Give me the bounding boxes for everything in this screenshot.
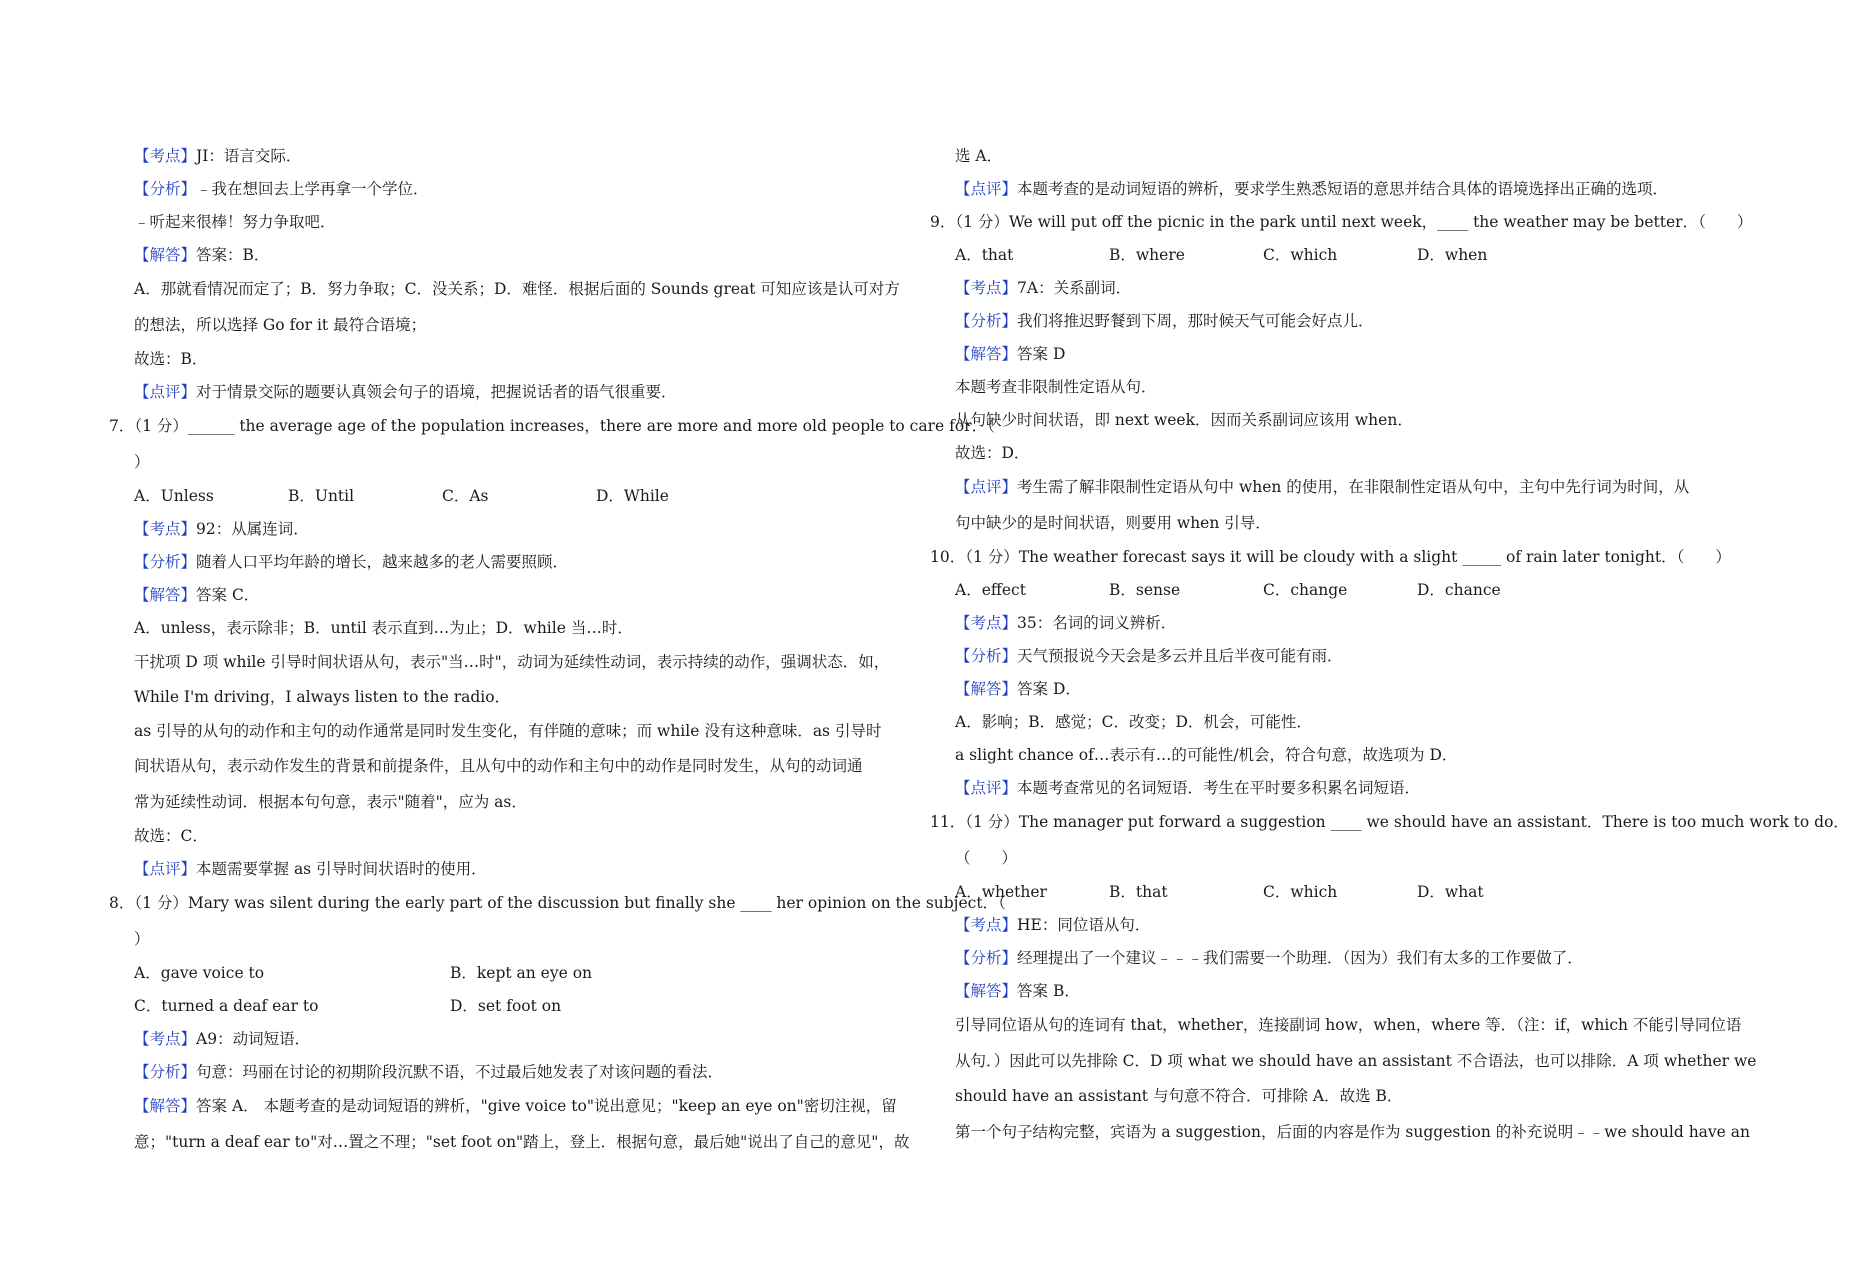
right-column: [930, 140, 1849, 1150]
q7-option-b: B．Until: [288, 487, 355, 505]
q7-option-d: D．While: [596, 487, 669, 505]
q6-kaodian: 【考点】JI：语言交际．: [134, 147, 302, 165]
q7-jieda: 【解答】答案 C．: [134, 586, 260, 604]
q9-option-d: D．when: [1417, 246, 1488, 264]
q10-jieda: 【解答】答案 D．: [955, 680, 1081, 698]
kaodian-tag: 【考点】: [955, 279, 1018, 297]
q10-options: [930, 574, 1717, 607]
q8-options-row-1: [109, 957, 904, 990]
q11-kaodian: 【考点】HE：同位语从句．: [955, 916, 1151, 934]
q6-fenxi: 【分析】﹣我在想回去上学再拿一个学位．: [134, 180, 429, 198]
q9-explain-2: 从句缺少时间状语，即 next week．因而关系副词应该用 when．: [955, 411, 1413, 429]
q7-stem: 7．（1 分）______ the average age of the population increases，there are more and more old people to care for．（: [109, 417, 995, 435]
dianping-tag: 【点评】: [955, 180, 1018, 198]
jieda-tag: 【解答】: [955, 680, 1018, 698]
q11-options: [930, 876, 1717, 909]
q11-stem: 11．（1 分）The manager put forward a suggestion ____ we should have an assistant．There is too much work to do．: [930, 813, 1849, 831]
q11-explain-1: 引导同位语从句的连词有 that，whether，连接副词 how，when，where 等．（注：if，which 不能引导同位语: [955, 1016, 1742, 1034]
q11-explain-3: should have an assistant 与句意不符合．可排除 A．故选 B．: [955, 1087, 1403, 1105]
q8-option-a: A．gave voice to: [134, 964, 265, 982]
q7-stem-close: ）: [134, 452, 150, 471]
q7-explain-2: 干扰项 D 项 while 引导时间状语从句，表示"当…时"，动词为延续性动词，表示持续的动作，强调状态．如，: [134, 653, 890, 671]
jieda-tag: 【解答】: [134, 246, 197, 264]
dianping-tag: 【点评】: [134, 860, 197, 878]
q7-options: [109, 480, 904, 513]
fenxi-tag: 【分析】: [134, 180, 197, 198]
q11-option-c: C．which: [1263, 883, 1338, 901]
q7-option-a: A．Unless: [134, 487, 214, 505]
q6-guxuan: 故选：B．: [134, 350, 208, 368]
q9-explain-1: 本题考查非限制性定语从句．: [955, 378, 1157, 396]
q11-jieda: 【解答】答案 B．: [955, 982, 1080, 1000]
q8-options-row-2: [109, 990, 904, 1023]
q9-jieda: 【解答】答案 D: [955, 345, 1066, 363]
kaodian-tag: 【考点】: [134, 520, 197, 538]
q9-stem: 9．（1 分）We will put off the picnic in the park until next week，____ the weather may be better．（ ）: [930, 213, 1753, 231]
kaodian-tag: 【考点】: [134, 1030, 197, 1048]
q8-option-b: B．kept an eye on: [450, 964, 593, 982]
q8-stem-close: ）: [134, 929, 150, 948]
q11-option-d: D．what: [1417, 883, 1484, 901]
q10-stem: 10．（1 分）The weather forecast says it will be cloudy with a slight _____ of rain later tonight．（ ）: [930, 548, 1731, 566]
q8-jieda-2: 意；"turn a deaf ear to"对…置之不理；"set foot on"踏上，登上．根据句意，最后她"说出了自己的意见"，故: [134, 1132, 910, 1151]
kaodian-tag: 【考点】: [134, 147, 197, 165]
q6-explain-1: A．那就看情况而定了；B．努力争取；C．没关系；D．难怪．根据后面的 Sounds great 可知应该是认可对方: [134, 280, 900, 298]
q10-option-b: B．sense: [1109, 581, 1181, 599]
q11-stem-close: （ ）: [955, 848, 1018, 867]
jieda-tag: 【解答】: [134, 586, 197, 604]
kaodian-tag: 【考点】: [955, 614, 1018, 632]
q9-option-c: C．which: [1263, 246, 1338, 264]
q7-kaodian: 【考点】92：从属连词．: [134, 520, 309, 538]
q10-option-c: C．change: [1263, 581, 1348, 599]
jieda-tag: 【解答】: [955, 345, 1018, 363]
q8-option-c: C．turned a deaf ear to: [134, 997, 319, 1015]
q9-dianping-2: 句中缺少的是时间状语，则要用 when 引导．: [955, 513, 1271, 532]
fenxi-tag: 【分析】: [134, 553, 197, 571]
q8-kaodian: 【考点】A9：动词短语．: [134, 1030, 311, 1048]
q10-option-a: A．effect: [955, 581, 1026, 599]
q7-dianping: 【点评】本题需要掌握 as 引导时间状语时的使用．: [134, 860, 487, 878]
q10-explain-1: A．影响；B．感觉；C．改变；D．机会，可能性．: [955, 713, 1312, 731]
q11-option-b: B．that: [1109, 883, 1168, 901]
q7-explain-3: While I'm driving，I always listen to the radio．: [134, 687, 511, 706]
fenxi-tag: 【分析】: [134, 1063, 197, 1081]
q8-xuan: 选 A．: [955, 147, 1003, 165]
q8-option-d: D．set foot on: [450, 997, 562, 1015]
q6-explain-2: 的想法，所以选择 Go for it 最符合语境；: [134, 315, 427, 334]
q9-guxuan: 故选：D．: [955, 444, 1030, 462]
q11-explain-2: 从句．）因此可以先排除 C．D 项 what we should have an assistant 不合语法，也可以排除．A 项 whether we: [955, 1051, 1757, 1070]
q7-fenxi: 【分析】随着人口平均年龄的增长，越来越多的老人需要照顾．: [134, 553, 569, 571]
q10-kaodian: 【考点】35：名词的词义辨析．: [955, 614, 1177, 632]
q9-dianping: 【点评】考生需了解非限制性定语从句中 when 的使用，在非限制性定语从句中，主句中先行词为时间，从: [955, 478, 1690, 496]
q8-dianping: 【点评】本题考查的是动词短语的辨析，要求学生熟悉短语的意思并结合具体的语境选择出正确的选项．: [955, 180, 1669, 198]
q6-fenxi-2: ﹣听起来很棒！努力争取吧．: [134, 213, 336, 231]
q10-dianping: 【点评】本题考查常见的名词短语．考生在平时要多积累名词短语．: [955, 779, 1421, 797]
q8-jieda: 【解答】答案 A． 本题考查的是动词短语的辨析，"give voice to"说出意见；"keep an eye on"密切注视，留: [134, 1097, 897, 1115]
q7-explain-1: A．unless，表示除非；B．until 表示直到…为止；D．while 当…时．: [134, 619, 633, 637]
q8-fenxi: 【分析】句意：玛丽在讨论的初期阶段沉默不语，不过最后她发表了对该问题的看法．: [134, 1063, 724, 1081]
jieda-tag: 【解答】: [134, 1097, 197, 1115]
q7-explain-4: as 引导的从句的动作和主句的动作通常是同时发生变化，有伴随的意味；而 while 没有这种意味．as 引导时: [134, 721, 882, 740]
kaodian-tag: 【考点】: [955, 916, 1018, 934]
q9-option-b: B．where: [1109, 246, 1185, 264]
dianping-tag: 【点评】: [955, 478, 1018, 496]
fenxi-tag: 【分析】: [955, 647, 1018, 665]
q7-option-c: C．As: [442, 487, 489, 505]
fenxi-tag: 【分析】: [955, 312, 1018, 330]
q7-explain-6: 常为延续性动词．根据本句句意，表示"随着"，应为 as．: [134, 792, 527, 811]
q10-fenxi: 【分析】天气预报说今天会是多云并且后半夜可能有雨．: [955, 647, 1343, 665]
q8-stem: 8．（1 分）Mary was silent during the early part of the discussion but finally she ____ her opinion on the subject．（: [109, 894, 1006, 912]
q10-option-d: D．chance: [1417, 581, 1501, 599]
q6-jieda: 【解答】答案：B．: [134, 246, 270, 264]
q9-option-a: A．that: [955, 246, 1014, 264]
q11-option-a: A．whether: [955, 883, 1047, 901]
dianping-tag: 【点评】: [955, 779, 1018, 797]
q9-options: [930, 239, 1717, 272]
q9-fenxi: 【分析】我们将推迟野餐到下周，那时候天气可能会好点儿．: [955, 312, 1374, 330]
jieda-tag: 【解答】: [955, 982, 1018, 1000]
q6-dianping: 【点评】对于情景交际的题要认真领会句子的语境，把握说话者的语气很重要．: [134, 383, 677, 401]
q7-explain-5: 间状语从句，表示动作发生的背景和前提条件，且从句中的动作和主句中的动作是同时发生，从句的动词通: [134, 757, 863, 775]
q9-kaodian: 【考点】7A：关系副词．: [955, 279, 1132, 297]
fenxi-tag: 【分析】: [955, 949, 1018, 967]
dianping-tag: 【点评】: [134, 383, 197, 401]
q10-explain-2: a slight chance of…表示有…的可能性/机会，符合句意，故选项为 D．: [955, 746, 1458, 764]
q11-explain-4: 第一个句子结构完整，宾语为 a suggestion，后面的内容是作为 suggestion 的补充说明﹣﹣we should have an: [955, 1122, 1750, 1141]
q7-guxuan: 故选：C．: [134, 827, 208, 845]
q11-fenxi: 【分析】经理提出了一个建议﹣﹣﹣我们需要一个助理．（因为）我们有太多的工作要做了．: [955, 949, 1583, 967]
